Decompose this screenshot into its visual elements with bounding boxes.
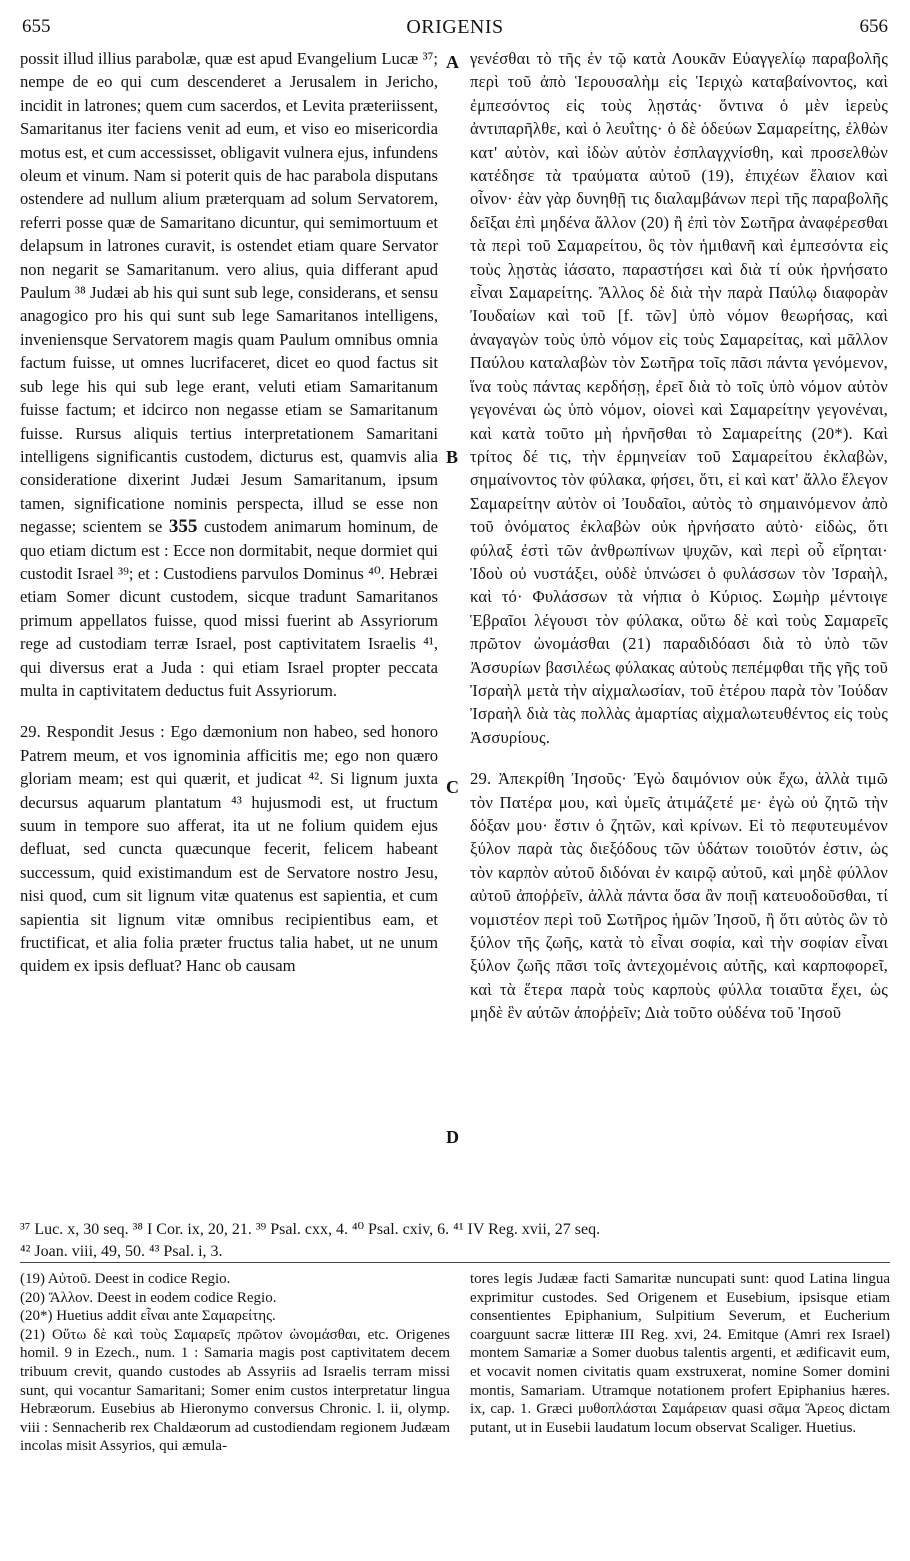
latin-paragraph-1 <box>20 47 438 702</box>
running-header <box>0 16 910 42</box>
greek-paragraph-1: γενέσθαι τὸ τῆς ἐν τῷ κατὰ Λουκᾶν Εὐαγγελίῳ παραβολῆς περὶ τοῦ ἀπὸ Ἱερουσαλὴμ εἰς Ἱεριχὼ καταβαίνοντος, καὶ ἐμπεσόντος εἰς τοὺς λῃστάς· ὅντινα ὁ μὲν ἱερεὺς ἀντιπαρῆλθε, καὶ ὁ λευΐτης· ὁ δὲ ὁδεύων Σαμαρείτης, ἐλθὼν κατ' αὐτὸν, καὶ ἰδὼν αὐτὸν ἐσπλαγχνίσθη, καὶ προσελθὼν κατέδησε τὰ τραύματα αὐτοῦ (19), ἐπιχέων ἔλαιον καὶ οἶνον· ἐὰν γὰρ δυνηθῇ τις διαλαμβάνων περὶ τῆς παραβολῆς δεῖξαι ἐπὶ μηδένα ἄλλον (20) ἢ ἐπὶ τὸν Σωτῆρα ἀναφέρεσθαι τὰ περὶ τοῦ Σαμαρείτου, ὃς τὸν ἡμιθανῆ καὶ ἐμπεσόντα εἰς τοὺς λῃστὰς ἰάσατο, παραστήσει καὶ διὰ τί οὐκ ἠρνήσατο εἶναι Σαμαρείτης. Ἄλλος δὲ διὰ τὴν παρὰ Παύλῳ διαφορὰν Ἰουδαίων καὶ τοῦ [f. τῶν] ὑπὸ νόμον θεωρήσας, καὶ ἀναγαγὼν τοὺς ὑπὸ νόμον εἰς τοὺς Σαμαρείτας, καὶ μᾶλλον Παύλου καταλαβὼν τὸν Σωτῆρα τοῖς πᾶσι πάντα γενόμενον, ἵνα τοὺς πάντας κερδήσῃ, ἐρεῖ διὰ τὸ τοῖς ὑπὸ νόμον αὐτὸν γεγονέναι ὡς ὑπὸ νόμον, οἱονεὶ καὶ Σαμαρείτην γεγονέναι, καὶ κατὰ τοῦτο μὴ ἠρνῆσθαι τὸ Σαμαρείτης (20*). Καὶ τρίτος δέ τις, τὴν ἑρμηνείαν τοῦ Σαμαρείτου ἐκλαβὼν, σημαίνοντος τὸν φύλακα, φήσει, ὅτι, εἰ καὶ κατ' ἄλλο ἔλεγον Σαμαρείτην αὐτὸν οἱ Ἰουδαῖοι, αὐτὸς τὸ σημαινόμενον ἀπὸ τοῦ ὀνόματος ἐκλαβὼν οὐκ ἠρνήσατο αὐτὸ· εἰδὼς, ὅτι φύλαξ ἐστὶ τῶν ἀνθρωπίνων ψυχῶν, καὶ περὶ οὗ εἴρηται· Ἰδοὺ οὐ νυστάξει, οὐδὲ ὑπνώσει ὁ φυλάσσων τὸν Ἰσραὴλ, καὶ τό· Φυλάσσων τὰ νήπια ὁ Κύριος. Σωμὴρ μέντοιγε Ἑβραῖοι λέγουσι τὸν φύλακα, οὕτω δὲ καὶ τοὺς Σαμαρεῖς πρῶτον ὠνομάσθαι (21) παραδιδόασι διὰ τὸ ὑπὸ τῶν Ἀσσυρίων βασιλέως φύλακας αὐτοὺς πεπέμφθαι τῆς γῆς τοῦ Ἰσραὴλ μετὰ τὴν αἰχμαλωσίαν, τοῦ ἑτέρου παρὰ τὸν Ἰούδαν Ἰσραὴλ διὰ τὰς πολλὰς ἁμαρτίας αἰχμαλωτευθέντος εἰς τοὺς Ἀσσυρίους. <box>470 49 888 747</box>
scripture-references-line-1: ³⁷ Luc. x, 30 seq. ³⁸ I Cor. ix, 20, 21. ³⁹ Psal. cxx, 4. ⁴⁰ Psal. cxiv, 6. ⁴¹ IV Reg. xvii, 27 seq. <box>20 1221 601 1238</box>
margin-markers <box>446 47 464 1247</box>
running-title: ORIGENIS <box>406 16 504 38</box>
page-number-right: 656 <box>859 16 888 37</box>
greek-column <box>470 47 888 1025</box>
scripture-references-line-2: ⁴² Joan. viii, 49, 50. ⁴³ Psal. i, 3. <box>20 1243 223 1260</box>
margin-marker-b: B <box>446 447 459 467</box>
critical-notes-left <box>20 1270 450 1456</box>
notes-divider <box>20 1262 890 1263</box>
critical-notes-right-text: tores legis Judææ facti Samaritæ nuncupati sunt: quod Latina lingua exprimitur custodes. Sed Origenem et Eusebium, ipsisque etiam consentientes Epiphanium, Sulpitium Severum, et Eucherium coarguunt sacræ litteræ III Reg. xvi, 24. Emitque (Amri rex Israel) montem Samariæ a Somer duobus talentis argenti, et ædificavit eum, et vocavit nomen civitatis quam exstruxerat, nomine Somer domini montis, Samariam. Utramque notationem profert Epiphanius hæres. ix, cap. 1. Græci μυθοπλάσται Σαμάρειαν quasi σᾶμα Ἄρεος dictam putant, ut in Eusebii laudatum locum observat Scaliger. Huetius. <box>470 1271 890 1436</box>
greek-paragraph-29: 29. Ἀπεκρίθη Ἰησοῦς· Ἐγὼ δαιμόνιον οὐκ ἔχω, ἀλλὰ τιμῶ τὸν Πατέρα μου, καὶ ὑμεῖς ἀτιμάζετέ με· ἐγὼ οὐ ζητῶ τὴν δόξαν μου· ἔστιν ὁ ζητῶν, καὶ κρίνων. Εἰ τὸ πεφυτευμένον ξύλον παρὰ τὰς διεξόδους τῶν ὑδάτων τοιοῦτόν ἐστιν, ὡς τὸν καρπὸν αὐτοῦ διδόναι ἐν καιρῷ αὐτοῦ, καὶ μηδὲ φύλλον αὐτοῦ ἀποῤῥεῖν, ἀλλὰ πάντα ὅσα ἂν ποιῇ κατευοδοῦσθαι, τί νομιστέον περὶ τοῦ Σωτῆρος ἡμῶν Ἰησοῦ, ἢ ὅτι αὐτὸς ὢν τὸ ξύλον τῆς ζωῆς, κατὰ τὸ εἶναι σοφία, καὶ τὴν σοφίαν εἶναι ξύλον ζωῆς πᾶσι τοῖς ἀντεχομένοις αὐτῆς, καὶ καρποφορεῖ, καὶ τὰ ἕτερα παρὰ τοὺς καρποὺς φύλλα τοιαῦτα ἔχει, ὡς μηδὲ ἓν αὐτῶν ἀποῤῥεῖν; Διὰ τοῦτο οὐδένα τοῦ Ἰησοῦ <box>470 769 888 1023</box>
page-mark-355: 355 <box>168 516 198 538</box>
critical-notes-left-text: (19) Αὐτοῦ. Deest in codice Regio. (20) Ἄλλον. Deest in eodem codice Regio. (20*) Huetius addit εἶναι ante Σαμαρείτης. (21) Οὕτω δὲ καὶ τοὺς Σαμαρεῖς πρῶτον ὠνομάσθαι, etc. Origenes homil. 9 in Ezech., num. 1 : Samaria magis post captivitatem decem tribuum crevit, quando custodes ab Assyriis ad Israelis terram missi sunt, qui vocantur Samaritani; Somer enim custos interpretatur lingua Hebræorum. Eusebius ab Hieronymo conversus Chronic. l. ii, olymp. viii : Sennacherib rex Chaldæorum ad custodiendam regionem Judæam incolas misit Assyrios, qui æmula- <box>20 1271 450 1455</box>
latin-paragraph-29: 29. Respondit Jesus : Ego dæmonium non habeo, sed honoro Patrem meum, et vos ignominia afficitis me; ego non quæro gloriam meam; est qui quærit, et judicat ⁴². Si lignum juxta decursus aquarum plantatum ⁴³ hujusmodi est, ut fructum suum in tempore suo afferat, ita ut ne folium quidem ejus defluat, sed cuncta quæcunque fecerit, felicem habeant successum, quid existimandum est de Servatore nostro Jesu, nisi quod, cum sit lignum vitæ quatenus est sapientia, et cum sapientia sit lignum vitæ omnibus recipientibus eam, et fructificat, et alia folia præter fructus talia habet, ut ne unum quidem ex ipsis defluat? Hanc ob causam <box>20 722 438 976</box>
margin-marker-c: C <box>446 777 459 797</box>
latin-column <box>20 47 438 978</box>
critical-notes-right <box>470 1270 890 1437</box>
latin-paragraph-1-text: possit illud illius parabolæ, quæ est apud Evangelium Lucæ ³⁷; nempe de eo qui cum descenderet a Jerusalem in Jericho, incidit in latrones; quem cum sacerdos, et Levita præteriissent, Samaritanus iter faciens venit ad eum, et viso eo misericordia motus est, et cum accessisset, obligavit vulnera ejus, infundens oleum et vinum. Nam si poterit quis de hac parabola disputans ostendere ad nullum alium præterquam ad solum Servatorem, referri posse quæ de Samaritano dicuntur, qui semimortuum et delapsum in latrones curavit, is ostendet etiam quare Servator non negarit se Samaritanum. vero alius, quia differant apud Paulum ³⁸ Judæi ab his qui sunt sub lege, considerans, et sensu anagogico pro his qui sunt sub lege Samaritanos intelligens, inveniensque Servatorem magis quam Paulum omnibus omnia factum fuisse, ut omnes lucrifaceret, dicet eo quod factus sit sub lege his qui sub lege erant, veluti etiam Samaritanum fuisse factum; et idcirco non negasse etiam se Samaritanum fuisse. Rursus aliquis tertius interpretationem Samaritani intelligens significantis custodem, dicturus est, quamvis alia consideratione dixerint Judæi Jesum Samaritanum, ipsum tamen, significatione nominis perspecta, illud se esse non negasse; scientem se <box>20 49 438 537</box>
margin-marker-d: D <box>446 1127 459 1147</box>
margin-marker-a: A <box>446 52 459 72</box>
page-number-left: 655 <box>22 16 51 37</box>
latin-paragraph-1-end: custodem animarum hominum, de quo etiam dictum est : Ecce non dormitabit, neque dormiet qui custodit Israel ³⁹; et : Custodiens parvulos Dominus ⁴⁰. Hebræi etiam Somer dicunt custodem, sicque tradunt Samaritanos primum appellatos fuisse, quod missi fuerint ab Assyriorum rege ad custodiam terræ Israel, post captivitatem Israelis ⁴¹, qui diversus erat a Juda : qui etiam Israel propter peccata multa in captivitatem deductus fuit Assyriorum. <box>20 517 439 700</box>
scripture-references <box>20 1219 900 1263</box>
